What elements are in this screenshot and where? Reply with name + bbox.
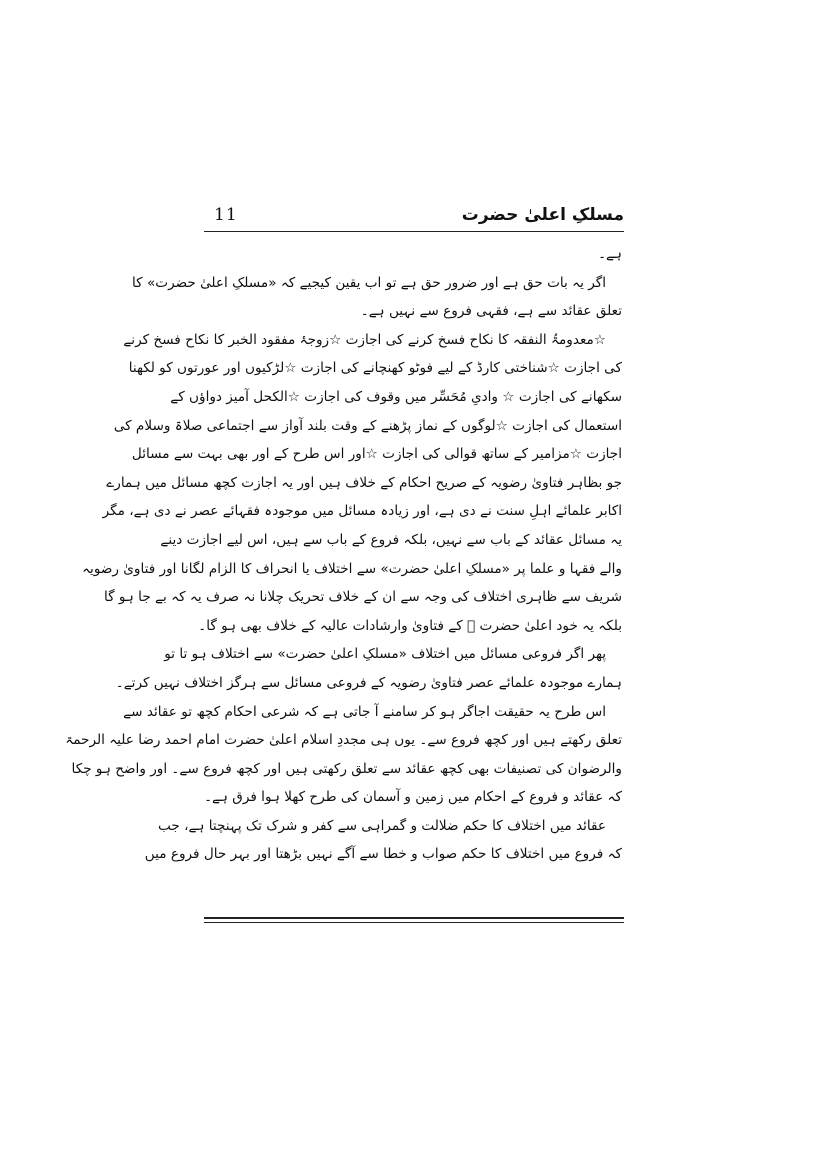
text-line: اجازت ☆مزامیر کے ساتھ قوالی کی اجازت ☆اور اس طرح کے اور بھی بہت سے مسائل xyxy=(131,446,622,463)
text-line: ہے۔ xyxy=(598,246,622,262)
text-line: تعلق رکھتے ہیں اور کچھ فروع سے۔ یوں ہی مجددِ اسلام اعلیٰ حضرت امام احمد رضا علیہ الرحمۃ xyxy=(65,732,622,749)
text-line: استعمال کی اجازت ☆لوگوں کے نماز پڑھنے کے وقت بلند آواز سے اجتماعی صلاۃ وسلام کی xyxy=(113,417,622,434)
page-header xyxy=(204,203,624,237)
text-line: بلکہ یہ خود اعلیٰ حضرت ﷫ کے فتاویٰ وارشادات عالیہ کے خلاف بھی ہو گا۔ xyxy=(198,617,622,634)
footer-rule-thin xyxy=(204,922,624,923)
text-line: تعلق عقائد سے ہے، فقہی فروع سے نہیں ہے۔ xyxy=(360,303,622,320)
text-line: اگر یہ بات حق ہے اور ضرور حق ہے تو اب یقین کیجیے کہ «مسلکِ اعلیٰ حضرت» کا xyxy=(132,274,606,291)
text-line: عقائد میں اختلاف کا حکم ضلالت و گمراہی سے کفر و شرک تک پہنچتا ہے، جب xyxy=(158,817,606,834)
footer-rule xyxy=(204,917,624,923)
text-line: کی اجازت ☆شناختی کارڈ کے لیے فوٹو کھنچانے کی اجازت ☆لڑکیوں اور عورتوں کو لکھنا xyxy=(128,360,622,377)
text-line: یہ مسائل عقائد کے باب سے نہیں، بلکہ فروع کے باب سے ہیں، اس لیے اجازت دینے xyxy=(160,531,622,548)
text-line: سکھانے کی اجازت ☆ وادیِ مُحَسِّر میں وقوف کی اجازت ☆الکحل آمیز دواؤں کے xyxy=(170,388,622,405)
page-number: 11 xyxy=(214,205,238,225)
text-line: کہ فروع میں اختلاف کا حکم صواب و خطا سے آگے نہیں بڑھتا اور بہر حال فروع میں xyxy=(144,846,622,863)
text-line: والے فقہا و علما پر «مسلکِ اعلیٰ حضرت» سے اختلاف یا انحراف کا الزام لگانا اور فتاویٰ رضویہ xyxy=(82,560,622,577)
header-rule xyxy=(204,231,624,232)
text-line: اس طرح یہ حقیقت اجاگر ہو کر سامنے آ جاتی ہے کہ شرعی احکام کچھ تو عقائد سے xyxy=(123,703,606,720)
text-line: پھر اگر فروعی مسائل میں اختلاف «مسلکِ اعلیٰ حضرت» سے اختلاف ہو تا تو xyxy=(164,646,606,663)
text-line: ہمارے موجودہ علمائے عصر فتاویٰ رضویہ کے فروعی مسائل سے ہرگز اختلاف نہیں کرتے۔ xyxy=(115,674,622,691)
footer-rule-thick xyxy=(204,917,624,919)
text-line: شریف سے ظاہری اختلاف کی وجہ سے ان کے خلاف تحریک چلانا نہ صرف یہ کہ بے جا ہو گا xyxy=(103,589,622,606)
running-title: مسلکِ اعلیٰ حضرت xyxy=(461,205,624,225)
text-line: والرضوان کی تصنیفات بھی کچھ عقائد سے تعلق رکھتی ہیں اور کچھ فروع سے۔ اور واضح ہو چکا xyxy=(71,760,622,777)
text-line: اکابر علمائے اہلِ سنت نے دی ہے، اور زیادہ مسائل میں موجودہ فقہائے عصر نے دی ہے، مگر xyxy=(102,503,622,520)
body-text xyxy=(65,240,622,920)
text-line: کہ عقائد و فروع کے احکام میں زمین و آسمان کی طرح کھلا ہوا فرق ہے۔ xyxy=(204,789,622,806)
text-line: ☆معدومۃُ النفقہ کا نکاح فسخ کرنے کی اجازت ☆زوجۂ مفقود الخبر کا نکاح فسخ کرنے xyxy=(123,331,606,348)
text-line: جو بظاہر فتاویٰ رضویہ کے صریح احکام کے خلاف ہیں اور یہ اجازت کچھ مسائل میں ہمارے xyxy=(106,474,622,491)
